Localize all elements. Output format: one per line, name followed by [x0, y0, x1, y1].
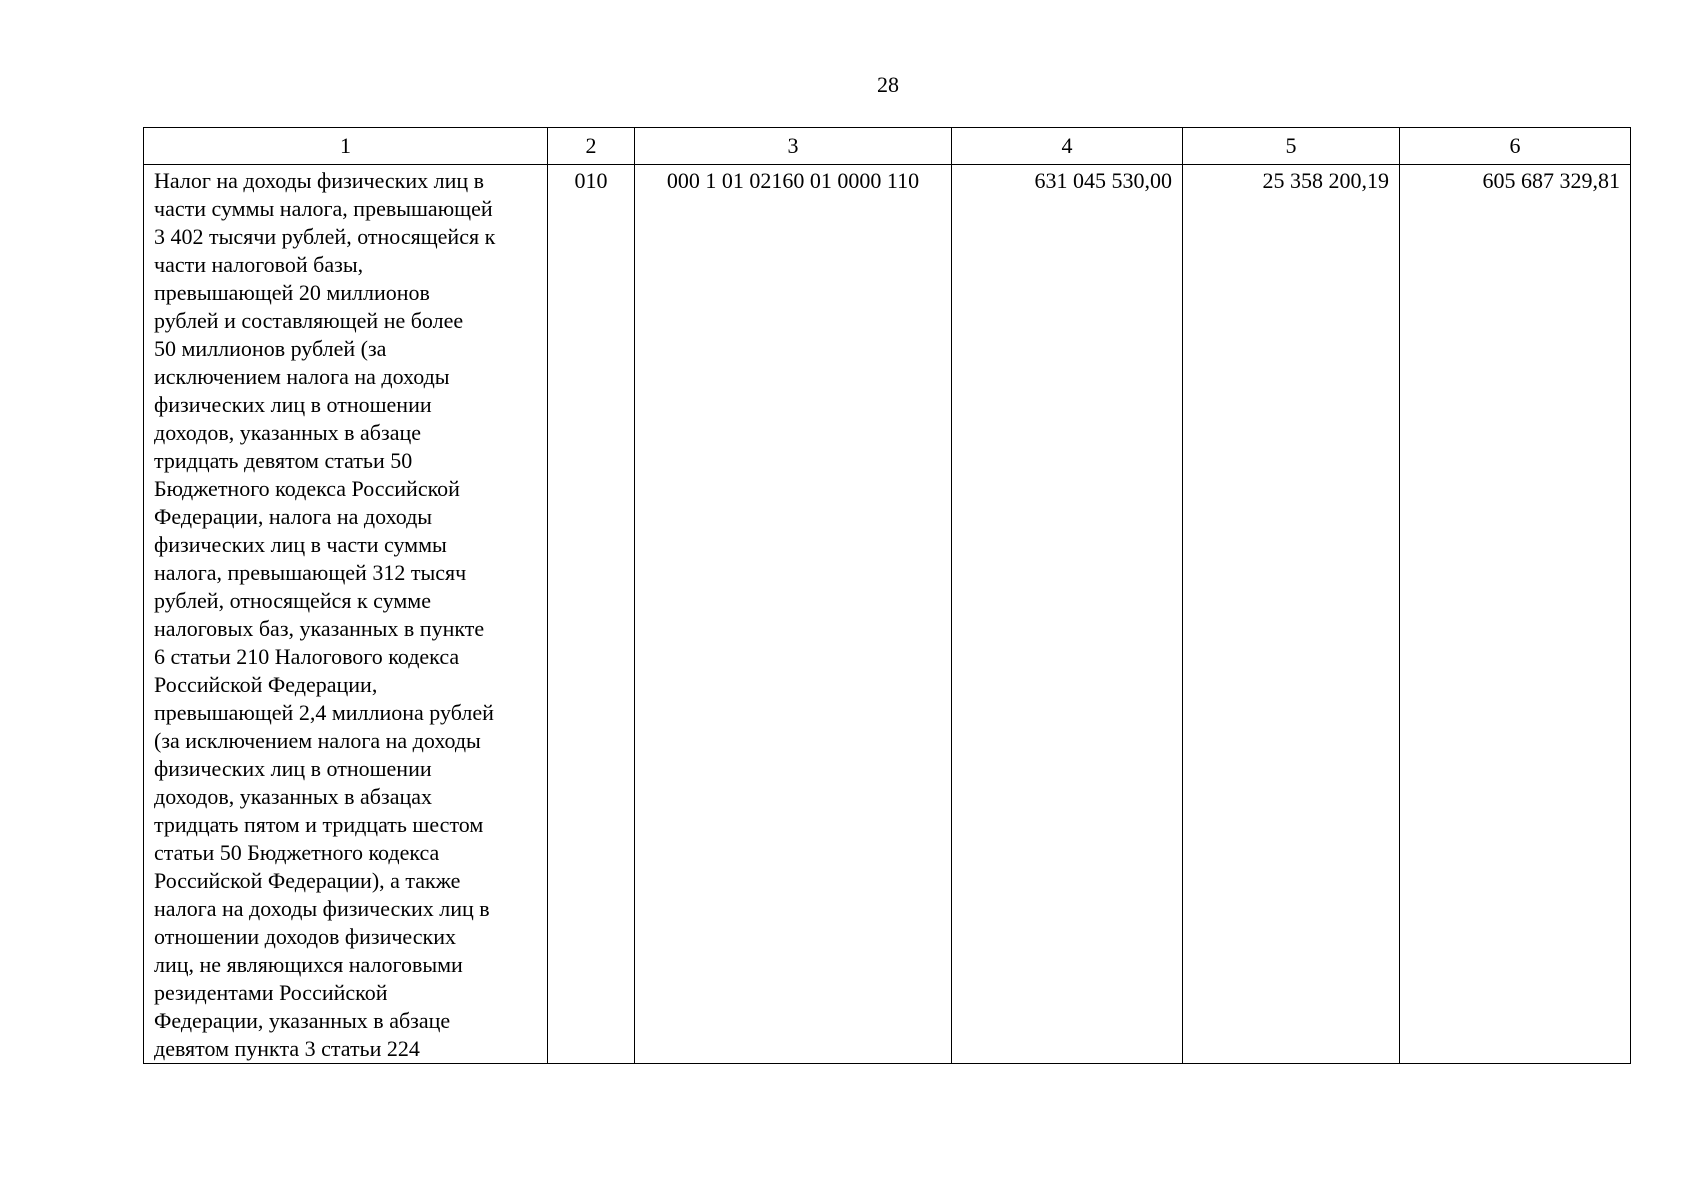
description-line: Федерации, указанных в абзаце — [154, 1008, 451, 1033]
description-line: резидентами Российской — [154, 980, 388, 1005]
description-line: (за исключением налога на доходы — [154, 728, 481, 753]
column-header-1: 1 — [144, 128, 548, 165]
description-line: доходов, указанных в абзаце — [154, 420, 421, 445]
column-header-6: 6 — [1400, 128, 1631, 165]
column-header-4: 4 — [952, 128, 1183, 165]
description-line: рублей и составляющей не более — [154, 308, 464, 333]
column-header-5: 5 — [1183, 128, 1400, 165]
page-number: 28 — [877, 72, 899, 97]
description-line: 3 402 тысячи рублей, относящейся к — [154, 224, 496, 249]
description-line: рублей, относящейся к сумме — [154, 588, 431, 613]
budget-classification-code-cell: 000 1 01 02160 01 0000 110 — [635, 165, 952, 1064]
description-line: Российской Федерации), а также — [154, 868, 461, 893]
description-line: превышающей 2,4 миллиона рублей — [154, 700, 494, 725]
description-line: Российской Федерации, — [154, 672, 378, 697]
description-line: девятом пункта 3 статьи 224 — [154, 1036, 420, 1061]
description-line: доходов, указанных в абзацах — [154, 784, 432, 809]
description-line: исключением налога на доходы — [154, 364, 450, 389]
description-line: Налог на доходы физических лиц в — [154, 168, 485, 193]
description-line: Федерации, налога на доходы — [154, 504, 433, 529]
column-header-2: 2 — [548, 128, 635, 165]
table-header-row — [144, 128, 1631, 165]
line-code-cell: 010 — [548, 165, 635, 1064]
description-line: части налоговой базы, — [154, 252, 364, 277]
description-line: налоговых баз, указанных в пункте — [154, 616, 485, 641]
description-line: 6 статьи 210 Налогового кодекса — [154, 644, 460, 669]
description-line: тридцать пятом и тридцать шестом — [154, 812, 484, 837]
table-row — [144, 165, 1631, 1064]
description-line: Бюджетного кодекса Российской — [154, 476, 460, 501]
description-line: физических лиц в отношении — [154, 392, 432, 417]
budget-execution-table — [143, 127, 1631, 1064]
description-line: тридцать девятом статьи 50 — [154, 448, 413, 473]
description-line: статьи 50 Бюджетного кодекса — [154, 840, 440, 865]
description-line: отношении доходов физических — [154, 924, 456, 949]
description-line: превышающей 20 миллионов — [154, 280, 430, 305]
description-line: налога, превышающей 312 тысяч — [154, 560, 467, 585]
description-line: физических лиц в части суммы — [154, 532, 447, 557]
approved-amount-cell: 631 045 530,00 — [952, 165, 1183, 1064]
executed-amount-cell: 25 358 200,19 — [1183, 165, 1400, 1064]
description-line: налога на доходы физических лиц в — [154, 896, 490, 921]
column-header-3: 3 — [635, 128, 952, 165]
unexecuted-amount-cell: 605 687 329,81 — [1400, 165, 1631, 1064]
description-line: лиц, не являющихся налоговыми — [154, 952, 463, 977]
description-line: части суммы налога, превышающей — [154, 196, 493, 221]
description-line: физических лиц в отношении — [154, 756, 432, 781]
description-line: 50 миллионов рублей (за — [154, 336, 387, 361]
income-description-cell — [144, 165, 548, 1064]
